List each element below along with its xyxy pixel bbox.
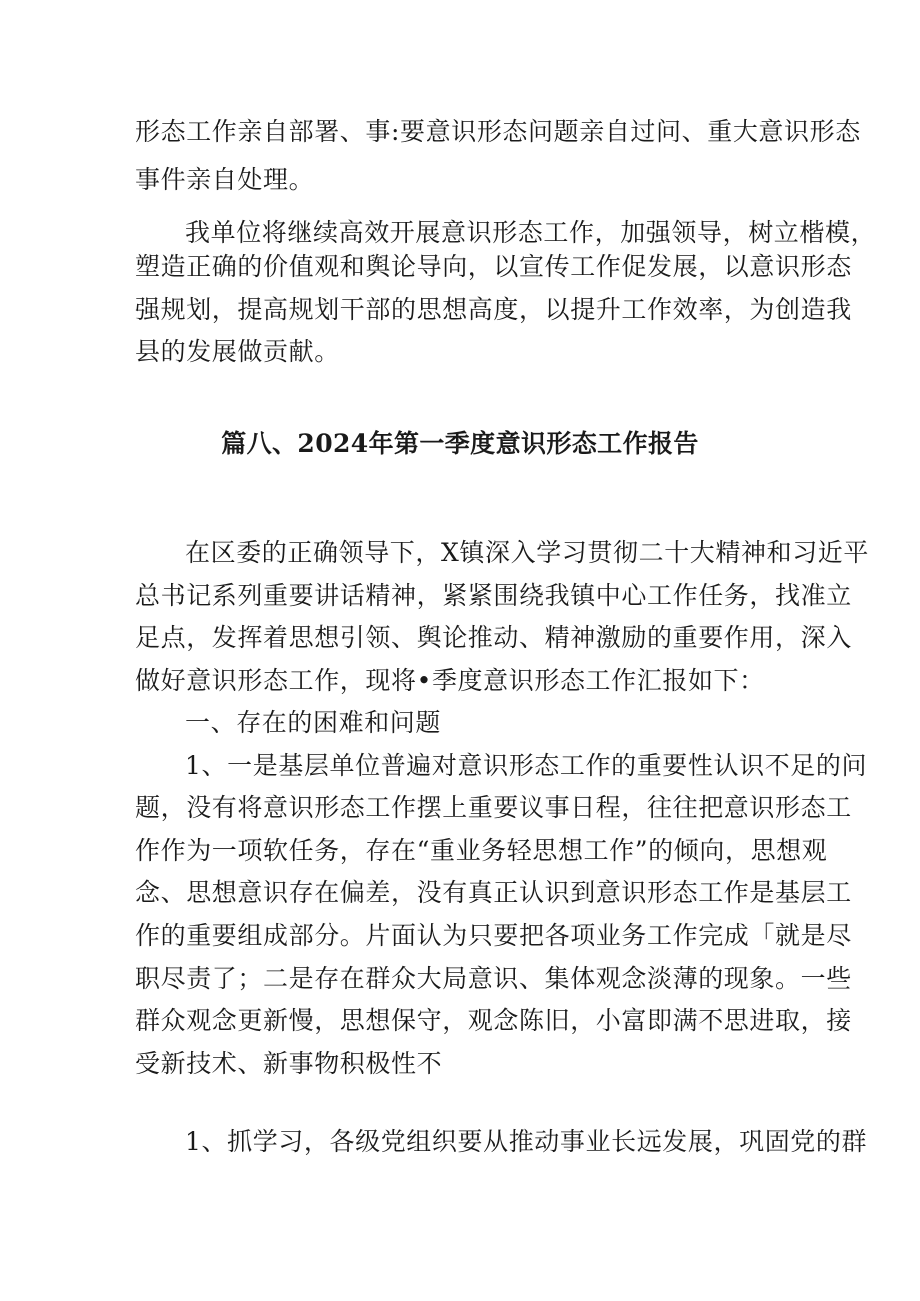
text-line: 群众观念更新慢，思想保守，观念陈旧，小富即满不思进取，接 <box>135 1006 852 1035</box>
text-line: 作作为一项软任务，存在“重业务轻思想工作”的倾向，思想观 <box>135 836 828 865</box>
text-line: 强规划，提高规划干部的思想高度，以提升工作效率，为创造我 <box>135 295 852 324</box>
section-title: 篇八、2024年第一季度意识形态工作报告 <box>221 429 699 458</box>
text-line: 受新技术、新事物积极性不 <box>135 1049 443 1078</box>
text-line: 题，没有将意识形态工作摆上重要议事日程，往往把意识形态工 <box>135 793 852 822</box>
section-heading: 一、存在的困难和问题 <box>185 708 442 737</box>
text-line: 作的重要组成部分。片面认为只要把各项业务工作完成「就是尽 <box>135 921 852 950</box>
text-line: 我单位将继续高效开展意识形态工作，加强领导，树立楷模， <box>185 218 877 247</box>
text-line: 足点，发挥着思想引领、舆论推动、精神激励的重要作用，深入 <box>135 623 852 652</box>
text-line: 县的发展做贡献。 <box>135 337 340 366</box>
text-line: 塑造正确的价值观和舆论导向，以宣传工作促发展，以意识形态 <box>135 252 852 281</box>
text-line: 做好意识形态工作，现将•季度意识形态工作汇报如下： <box>135 666 765 695</box>
text-line: 1、抓学习，各级党组织要从推动事业长远发展，巩固党的群 <box>185 1127 868 1156</box>
text-line: 念、思想意识存在偏差，没有真正认识到意识形态工作是基层工 <box>135 878 852 907</box>
text-line: 事件亲自处理。 <box>135 165 315 194</box>
text-line: 总书记系列重要讲话精神，紧紧围绕我镇中心工作任务，找准立 <box>135 581 852 610</box>
text-line: 形态工作亲自部署、事:要意识形态问题亲自过问、重大意识形态 <box>135 117 861 146</box>
text-line: 在区委的正确领导下，X镇深入学习贯彻二十大精神和习近平 <box>185 538 869 567</box>
text-line: 1、一是基层单位普遍对意识形态工作的重要性认识不足的问 <box>185 751 868 780</box>
text-line: 职尽责了；二是存在群众大局意识、集体观念淡薄的现象。一些 <box>135 964 852 993</box>
